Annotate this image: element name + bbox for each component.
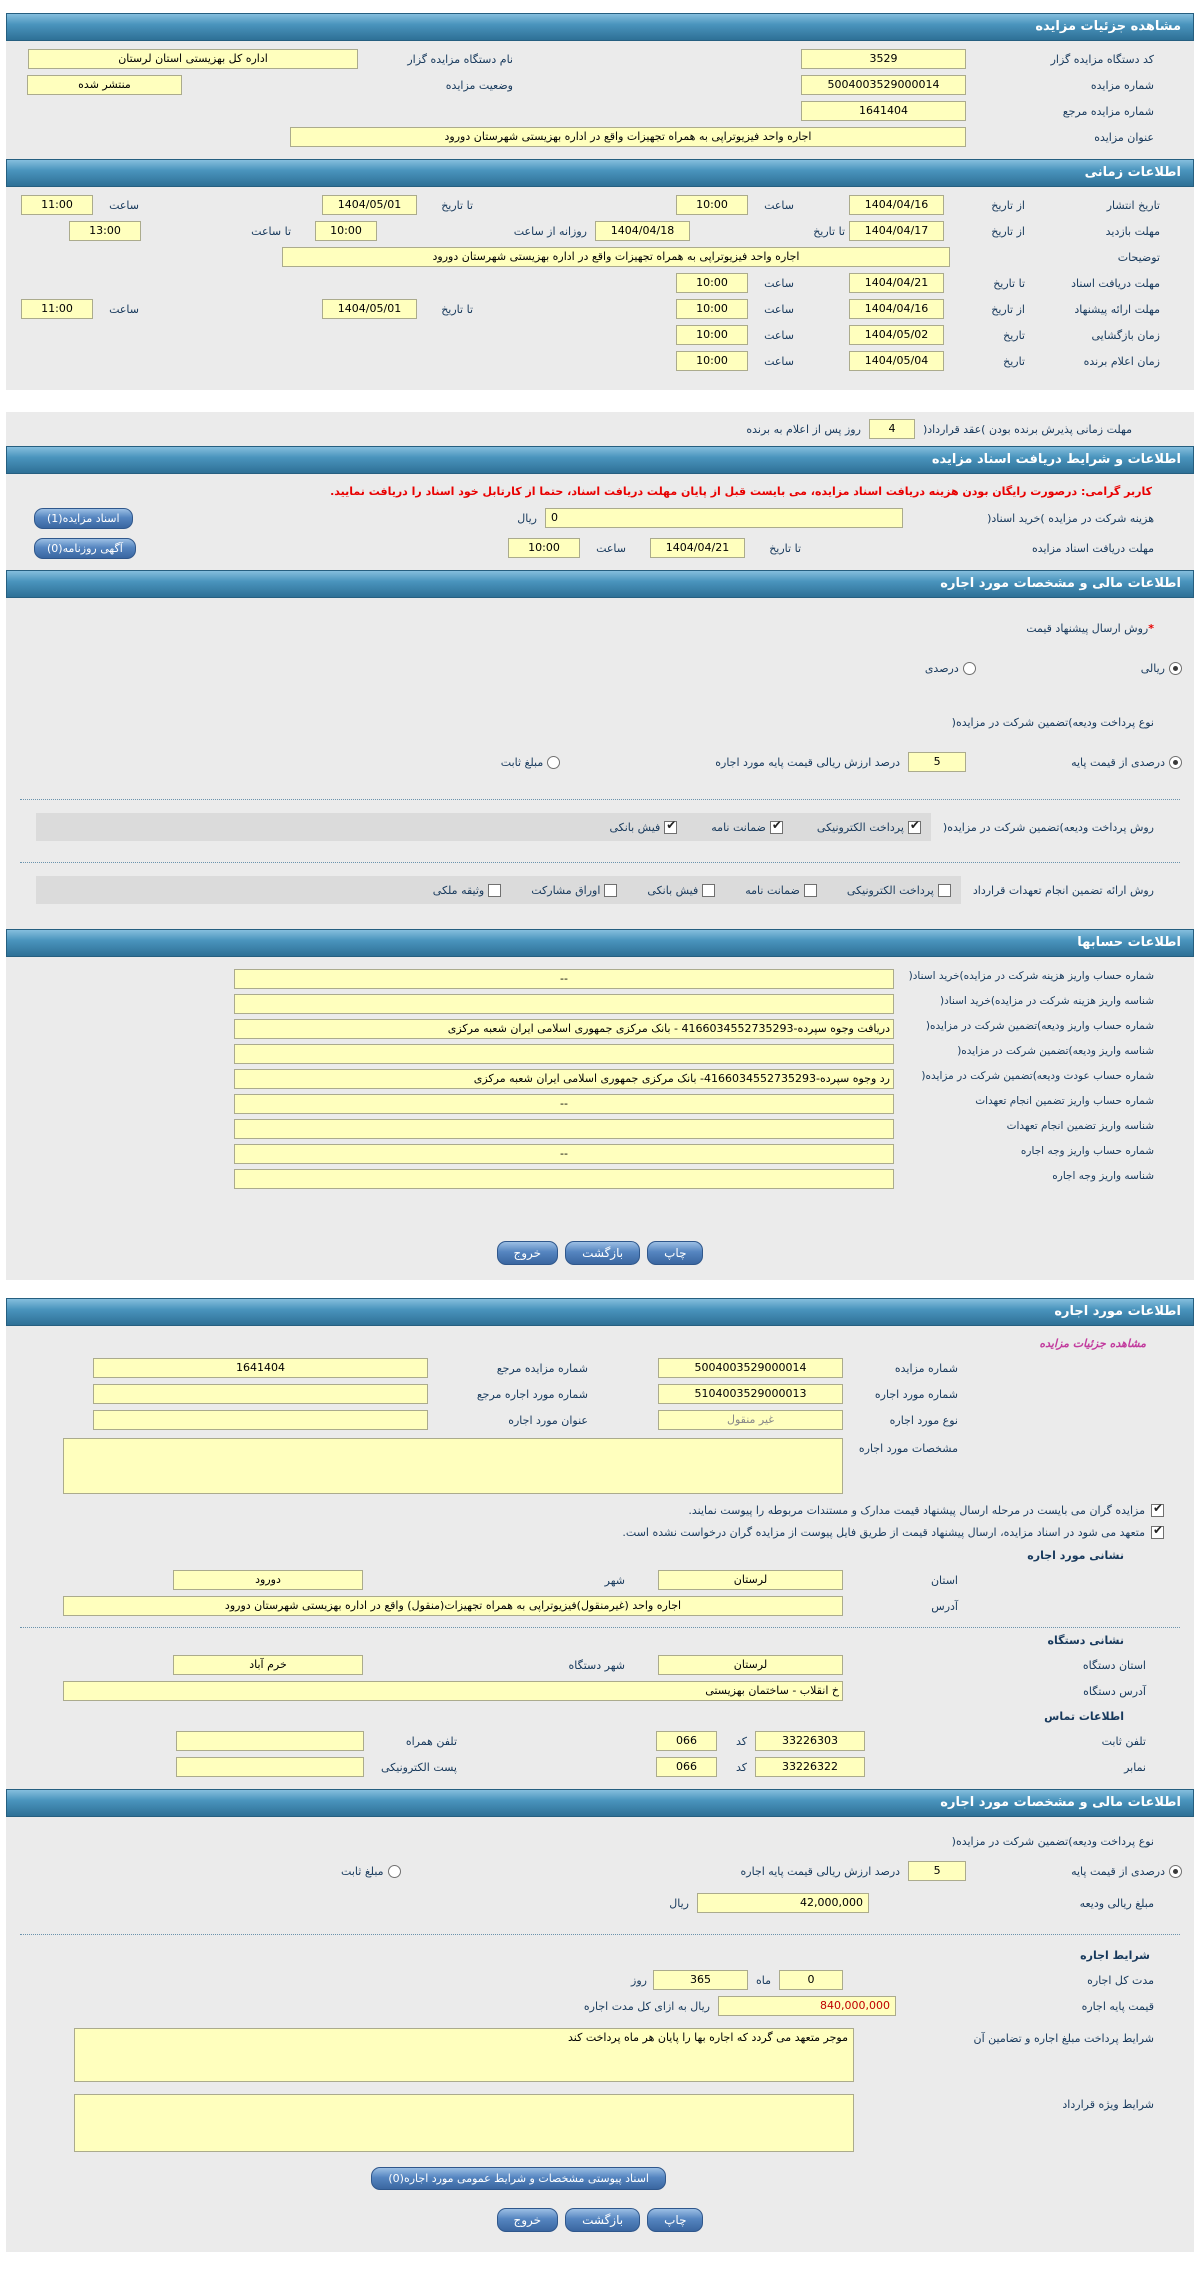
percent-base-radio[interactable] [1169,756,1182,769]
percent-base-label: درصدی از قیمت پایه [1071,755,1165,769]
account-field[interactable]: -- [234,969,894,989]
bankslip-obligation-label: فیش بانکی [647,883,699,897]
daily-from-label: روزانه از ساعت [513,224,587,238]
publish-label: تاریخ انتشار [1106,198,1160,212]
bottom-buttons-row [6,2207,1194,2238]
guarantee-deposit-label: ضمانت نامه [711,820,766,834]
percent-option-label: درصدی [924,661,959,675]
publish-from-date-field[interactable]: 1404/04/16 [849,195,944,215]
deposit-type-label: نوع پرداخت ودیعه)تضمین شرکت در مزایده( [951,715,1154,729]
dotted-divider [20,799,1180,800]
agency-province-field[interactable]: لرستان [658,1655,843,1675]
deposit-type-radio-row-2 [6,1858,1194,1884]
visit-from-date-field[interactable]: 1404/04/17 [849,221,944,241]
back-button[interactable]: بازگشت [565,2208,640,2232]
accept-deadline-label: مهلت زمانی پذیرش برنده بودن )عقد قرارداد( [922,422,1132,436]
item-ref-field[interactable] [93,1384,428,1404]
date-label: تاریخ [1003,354,1025,368]
details-link-row [6,1331,1194,1355]
deposit-amount-field[interactable]: 42,000,000 [697,1893,869,1913]
agency-name-label: نام دستگاه مزایده گزار [407,52,513,66]
city-label: شهر [604,1573,625,1587]
section-title-timing: اطلاعات زمانی [1084,165,1181,180]
receive-docs-date-field[interactable]: 1404/04/21 [849,273,944,293]
receive-docs-label: مهلت دریافت اسناد [1071,276,1160,290]
visit-from-time-field[interactable]: 10:00 [315,221,377,241]
timing-block [6,187,1194,390]
deposit-method-label: روش پرداخت ودیعه)تضمین شرکت در مزایده( [942,820,1154,834]
account-label: شناسه واریز تضمین انجام تعهدات [1006,1120,1154,1132]
item-title-field[interactable] [93,1410,428,1430]
epay-deposit-label: پرداخت الکترونیکی [816,820,904,834]
accept-suffix-label: روز پس از اعلام به برنده [746,422,861,436]
auction-details-page [6,0,1194,2252]
agency-row [6,46,1194,72]
title-field[interactable]: اجاره واحد فیزیوتراپی به همراه تجهیزات واقع در اداره بهزیستی شهرستان دورود [290,127,966,147]
title-label: عنوان مزایده [1094,130,1154,144]
item-auction-no-row [6,1355,1194,1381]
account-field[interactable] [234,1169,894,1189]
announce-row [6,348,1194,374]
print-button[interactable]: چاپ [647,2208,703,2232]
section-header-rental-item [6,1298,1194,1326]
fixed-amount-label: مبلغ ثابت [500,755,544,769]
agency-code-field[interactable]: 3529 [801,49,966,69]
month-label: ماه [755,1973,771,1987]
publish-row [6,192,1194,218]
section-header-accounts [6,929,1194,957]
date-label: تاریخ [1003,328,1025,342]
back-button[interactable]: بازگشت [565,1241,640,1265]
account-field[interactable] [234,994,894,1014]
hour-label: ساعت [596,541,626,555]
account-row [6,1067,1194,1092]
agency-address-field[interactable]: خ انقلاب - ساختمان بهزیستی [63,1681,843,1701]
to-hour-label: تا ساعت [251,224,291,238]
ref-no-row [6,98,1194,124]
epay-deposit-checkbox[interactable] [908,821,921,834]
deposit-method-strip [36,813,931,841]
deposit-type-label-row-2 [6,1828,1194,1854]
address-row [6,1593,1194,1619]
visit-to-time-field[interactable]: 13:00 [69,221,141,241]
item-specs-label: مشخصات مورد اجاره [858,1442,958,1455]
ref-no-label: شماره مزایده مرجع [1062,104,1154,118]
contact-section-row [6,1704,1194,1728]
guarantee-deposit-checkbox[interactable] [770,821,783,834]
section-header-timing [6,159,1194,187]
deposit-type-label-2: نوع پرداخت ودیعه)تضمین شرکت در مزایده( [951,1834,1154,1848]
hour-label: ساعت [764,276,794,290]
address-field[interactable]: اجاره واحد (غیرمنقول)فیزیوتراپی به همراه تجهیزات(منقول) واقع در اداره بهزیستی شهرستان دورود [63,1596,843,1616]
deposit-type-radio-row [6,749,1194,775]
obligation-method-label: روش ارائه تضمین انجام تعهدات قرارداد [972,883,1154,897]
section-title-financial-1: اطلاعات مالی و مشخصات مورد اجاره [940,576,1181,591]
account-field[interactable] [234,1119,894,1139]
province-city-row [6,1567,1194,1593]
hour-label: ساعت [764,354,794,368]
exit-button[interactable]: خروج [497,1241,559,1265]
publish-to-date-field[interactable]: 1404/05/01 [322,195,417,215]
account-row [6,1142,1194,1167]
phone-field[interactable]: 33226303 [755,1731,865,1751]
hour-label: ساعت [109,198,139,212]
attach-docs-label: مزایده گران می بایست در مرحله ارسال پیشنهاد قیمت مدارک و مستندات مربوطه را پیوست نمایند. [688,1503,1145,1517]
account-row [6,1092,1194,1117]
section-title-docs: اطلاعات و شرایط دریافت اسناد مزایده [931,452,1181,467]
agency-province-label: استان دستگاه [1082,1658,1146,1672]
offer-row [6,296,1194,322]
account-label: شماره حساب واریز تضمین انجام تعهدات [975,1095,1154,1107]
duration-label: مدت کل اجاره [1087,1973,1154,1987]
obligation-method-strip [36,876,961,904]
opening-row [6,322,1194,348]
deposit-type-label-row [6,709,1194,735]
agency-province-city-row [6,1652,1194,1678]
percent-base-radio-2[interactable] [1169,1865,1182,1878]
item-no-label: شماره مورد اجاره [874,1387,958,1401]
item-auction-no-field[interactable]: 5004003529000014 [658,1358,843,1378]
financial-block-2 [6,1817,1194,2252]
section-title-accounts: اطلاعات حسابها [1077,935,1181,950]
deposit-method-row [6,812,1194,842]
special-terms-row [6,2093,1194,2153]
accept-days-field[interactable]: 4 [869,419,915,439]
announce-label: زمان اعلام برنده [1083,354,1160,368]
fee-row [6,505,1194,531]
payment-terms-field[interactable]: موجر متعهد می گردد که اجاره بها را پایان هر ماه پرداخت کند [74,2028,854,2082]
account-label: شناسه واریز ودیعه)تضمین شرکت در مزایده( [957,1045,1154,1057]
account-field[interactable]: -- [234,1144,894,1164]
percent-suffix-label: درصد ارزش ریالی قیمت پایه مورد اجاره [715,755,901,769]
province-field[interactable]: لرستان [658,1570,843,1590]
base-price-field[interactable]: 840,000,000 [718,1996,896,2016]
bankslip-obligation-checkbox[interactable] [702,884,715,897]
white-gap [6,390,1194,412]
hour-label: ساعت [109,302,139,316]
agency-city-label: شهر دستگاه [568,1658,625,1672]
accounts-block [6,957,1194,1280]
phone-label: تلفن ثابت [1101,1734,1146,1748]
deposit-percent-field[interactable]: 5 [908,752,966,772]
special-terms-label: شرایط ویژه قرارداد [1062,2098,1154,2111]
required-star: * [1148,621,1154,635]
item-address-section-row [6,1543,1194,1567]
item-specs-row [6,1437,1194,1495]
rental-item-block [6,1326,1194,1789]
base-price-row [6,1993,1194,2019]
base-price-label: قیمت پایه اجاره [1081,1999,1154,2013]
docs-deadline-label: مهلت دریافت اسناد مزایده [1031,541,1154,555]
account-row [6,967,1194,992]
section-header-financial-2 [6,1789,1194,1817]
hour-label: ساعت [764,302,794,316]
visit-row [6,218,1194,244]
section-header-docs [6,446,1194,474]
attached-docs-button[interactable]: اسناد پیوستی مشخصات و شرایط عمومی مورد اجاره(0) [371,2167,666,2190]
status-label: وضعیت مزایده [445,78,513,92]
offer-from-time-field[interactable]: 10:00 [676,299,748,319]
guarantee-obligation-label: ضمانت نامه [745,883,800,897]
section-header-view-details [6,13,1194,41]
percent-option-radio[interactable] [963,662,976,675]
description-row [6,244,1194,270]
fee-label: هزینه شرکت در مزایده )خرید اسناد( [987,511,1154,525]
send-method-label: روش ارسال پیشنهاد قیمت [1026,621,1149,635]
ref-no-field[interactable]: 1641404 [801,101,966,121]
duration-days-field[interactable]: 365 [653,1970,748,1990]
deposit-amount-label: مبلغ ریالی ودیعه [1079,1896,1154,1910]
offer-to-date-field[interactable]: 1404/05/01 [322,299,417,319]
fax-code-field[interactable]: 066 [656,1757,717,1777]
docs-deadline-time-field[interactable]: 10:00 [508,538,580,558]
agency-address-row [6,1678,1194,1704]
account-row [6,1017,1194,1042]
phone-code-field[interactable]: 066 [656,1731,717,1751]
address-label: آدرس [931,1599,958,1613]
item-specs-field[interactable] [63,1438,843,1494]
dotted-divider [20,862,1180,863]
to-date-label: تا تاریخ [993,276,1025,290]
publish-from-time-field[interactable]: 10:00 [676,195,748,215]
docs-deadline-row [6,535,1194,561]
auction-no-field[interactable]: 5004003529000014 [801,75,966,95]
mid-buttons-row [6,1240,1194,1266]
announce-date-field[interactable]: 1404/05/04 [849,351,944,371]
guarantee-obligation-checkbox[interactable] [804,884,817,897]
obligation-method-row [6,875,1194,905]
area-code-label: کد [735,1760,747,1774]
agency-address-label: آدرس دستگاه [1083,1684,1146,1698]
rial-option-radio[interactable] [1169,662,1182,675]
no-file-request-checkbox[interactable] [1151,1526,1164,1539]
item-type-field[interactable]: غیر منقول [658,1410,843,1430]
attach-docs-checkbox[interactable] [1151,1504,1164,1517]
dotted-divider [20,1934,1180,1935]
fixed-amount-label-2: مبلغ ثابت [341,1864,384,1878]
account-row [6,1117,1194,1142]
duration-row [6,1967,1194,1993]
receive-docs-row [6,270,1194,296]
payment-terms-label: شرایط پرداخت مبلغ اجاره و تضامین آن [973,2032,1154,2045]
account-field[interactable] [234,1044,894,1064]
bonds-obligation-label: اوراق مشارکت [531,883,601,897]
print-button[interactable]: چاپ [647,1241,703,1265]
account-field[interactable]: دریافت وجوه سپرده-4166034552735293 - بانک مرکزی جمهوری اسلامی ایران شعبه مرکزی [234,1019,894,1039]
section-title-rental-item: اطلاعات مورد اجاره [1054,1304,1181,1319]
docs-block [6,474,1194,570]
item-ref-label: شماره مورد اجاره مرجع [476,1387,588,1401]
status-field[interactable]: منتشر شده [27,75,182,95]
agency-address-section-row [6,1628,1194,1652]
area-code-label: کد [735,1734,747,1748]
hour-label: ساعت [764,328,794,342]
email-field[interactable] [176,1757,364,1777]
account-field[interactable]: -- [234,1094,894,1114]
no-file-request-label: متعهد می شود در اسناد مزایده، ارسال پیشنهاد قیمت از طریق فایل پیوست از مزایده گران درخواست نشده است. [622,1525,1145,1539]
bankslip-deposit-label: فیش بانکی [609,820,661,834]
city-field[interactable]: دورود [173,1570,363,1590]
account-row [6,1042,1194,1067]
auction-docs-button[interactable]: اسناد مزایده(1) [34,508,133,529]
email-label: پست الکترونیکی [381,1760,457,1774]
special-terms-field[interactable] [74,2094,854,2152]
deposit-amount-row [6,1890,1194,1916]
view-auction-details-link[interactable]: مشاهده جزئیات مزایده [1039,1336,1146,1350]
rial-label: ریال [517,511,537,525]
rial-label: ریال [669,1896,689,1910]
to-date-label: تا تاریخ [813,224,845,238]
collateral-obligation-label: وثیقه ملکی [432,883,485,897]
percent-suffix-label-2: درصد ارزش ریالی قیمت پایه اجاره [740,1864,901,1878]
auction-no-row [6,72,1194,98]
item-type-row [6,1407,1194,1433]
fixed-amount-radio-2[interactable] [388,1865,401,1878]
item-title-label: عنوان مورد اجاره [508,1413,588,1427]
province-label: استان [930,1573,958,1587]
account-label: شماره حساب واریز وجه اجاره [1020,1145,1154,1157]
hour-label: ساعت [764,198,794,212]
account-label: شناسه واریز هزینه شرکت در مزایده)خرید اسناد( [939,995,1154,1007]
fax-field[interactable]: 33226322 [755,1757,865,1777]
general-info-block [6,41,1194,159]
item-auction-no-label: شماره مزایده [894,1361,958,1375]
item-address-section-label: نشانی مورد اجاره [1027,1548,1124,1562]
rental-terms-heading: شرایط اجاره [1080,1948,1150,1962]
docs-warning-text: کاربر گرامی: درصورت رایگان بودن هزینه دریافت اسناد مزایده، می بایست قبل از پایان مهلت دریافت اسناد، حتما از کارتابل خود اسناد را دریافت نمایید. [330,484,1152,498]
description-label: توضیحات [1117,250,1160,264]
opening-label: زمان بازگشایی [1091,328,1160,342]
fax-row [6,1754,1194,1780]
description-field[interactable]: اجاره واحد فیزیوتراپی به همراه تجهیزات واقع در اداره بهزیستی شهرستان دورود [282,247,950,267]
no-file-request-checkbox-row [6,1521,1194,1543]
accept-deadline-row [6,416,1194,442]
to-date-label: تا تاریخ [441,198,473,212]
announce-time-field[interactable]: 10:00 [676,351,748,371]
financial-block-1 [6,598,1194,929]
duration-months-field[interactable]: 0 [779,1970,843,1990]
epay-obligation-label: پرداخت الکترونیکی [846,883,934,897]
collateral-obligation-checkbox[interactable] [488,884,501,897]
receive-docs-time-field[interactable]: 10:00 [676,273,748,293]
exit-button[interactable]: خروج [497,2208,559,2232]
agency-code-label: کد دستگاه مزایده گزار [1050,52,1154,66]
fixed-amount-radio[interactable] [547,756,560,769]
rental-terms-heading-row [6,1943,1194,1967]
accept-deadline-block [6,412,1194,446]
newspaper-ad-button[interactable]: آگهی روزنامه(0) [34,538,136,559]
account-label: شماره حساب واریز هزینه شرکت در مزایده)خرید اسناد( [908,970,1154,982]
attach-docs-checkbox-row [6,1499,1194,1521]
opening-date-field[interactable]: 1404/05/02 [849,325,944,345]
from-date-label: از تاریخ [991,302,1025,316]
account-row [6,992,1194,1017]
publish-to-time-field[interactable]: 11:00 [21,195,93,215]
send-method-label-row [6,615,1194,641]
to-date-label: تا تاریخ [441,302,473,316]
visit-to-date-field[interactable]: 1404/04/18 [595,221,690,241]
bonds-obligation-checkbox[interactable] [604,884,617,897]
item-no-field[interactable]: 5104003529000013 [658,1384,843,1404]
account-label: شماره حساب واریز ودیعه)تضمین شرکت در مزایده( [925,1020,1154,1032]
base-price-suffix-label: ریال به ازای کل مدت اجاره [583,1999,710,2013]
day-label: روز [631,1973,647,1987]
bankslip-deposit-checkbox[interactable] [664,821,677,834]
item-type-label: نوع مورد اجاره [889,1413,958,1427]
visit-label: مهلت بازدید [1105,224,1160,238]
to-date-label: تا تاریخ [769,541,801,555]
agency-address-section-label: نشانی دستگاه [1047,1633,1124,1647]
send-method-radio-row [6,655,1194,681]
phone-row [6,1728,1194,1754]
auction-no-label: شماره مزایده [1090,78,1154,92]
percent-base-label-2: درصدی از قیمت پایه [1071,1864,1165,1878]
title-row [6,124,1194,150]
from-date-label: از تاریخ [991,224,1025,238]
item-auction-ref-field[interactable]: 1641404 [93,1358,428,1378]
item-auction-ref-label: شماره مزایده مرجع [496,1361,588,1375]
mobile-label: تلفن همراه [405,1734,457,1748]
offer-to-time-field[interactable]: 11:00 [21,299,93,319]
rial-option-label: ریالی [1140,661,1165,675]
account-field[interactable]: رد وجوه سپرده-4166034552735293- بانک مرکزی جمهوری اسلامی ایران شعبه مرکزی [234,1069,894,1089]
account-label: شناسه واریز وجه اجاره [1052,1170,1154,1182]
section-title-view-details: مشاهده جزئیات مزایده [1035,19,1181,34]
white-gap [6,1280,1194,1298]
from-date-label: از تاریخ [991,198,1025,212]
mobile-field[interactable] [176,1731,364,1751]
account-row [6,1167,1194,1192]
opening-time-field[interactable]: 10:00 [676,325,748,345]
docs-warning-row [6,479,1194,503]
section-title-financial-2: اطلاعات مالی و مشخصات مورد اجاره [940,1795,1181,1810]
agency-city-field[interactable]: خرم آباد [173,1655,363,1675]
docs-deadline-date-field[interactable]: 1404/04/21 [650,538,745,558]
fax-label: نمابر [1124,1760,1146,1774]
payment-terms-row [6,2027,1194,2083]
section-header-financial-1 [6,570,1194,598]
agency-name-field[interactable]: اداره کل بهزیستی استان لرستان [28,49,358,69]
offer-from-date-field[interactable]: 1404/04/16 [849,299,944,319]
account-label: شماره حساب عودت ودیعه)تضمین شرکت در مزایده( [921,1070,1154,1082]
epay-obligation-checkbox[interactable] [938,884,951,897]
item-no-row [6,1381,1194,1407]
deposit-percent-field-2[interactable]: 5 [908,1861,966,1881]
attached-docs-row [6,2165,1194,2191]
offer-label: مهلت ارائه پیشنهاد [1074,302,1160,316]
fee-field[interactable]: 0 [545,508,903,528]
contact-section-label: اطلاعات تماس [1044,1709,1124,1723]
